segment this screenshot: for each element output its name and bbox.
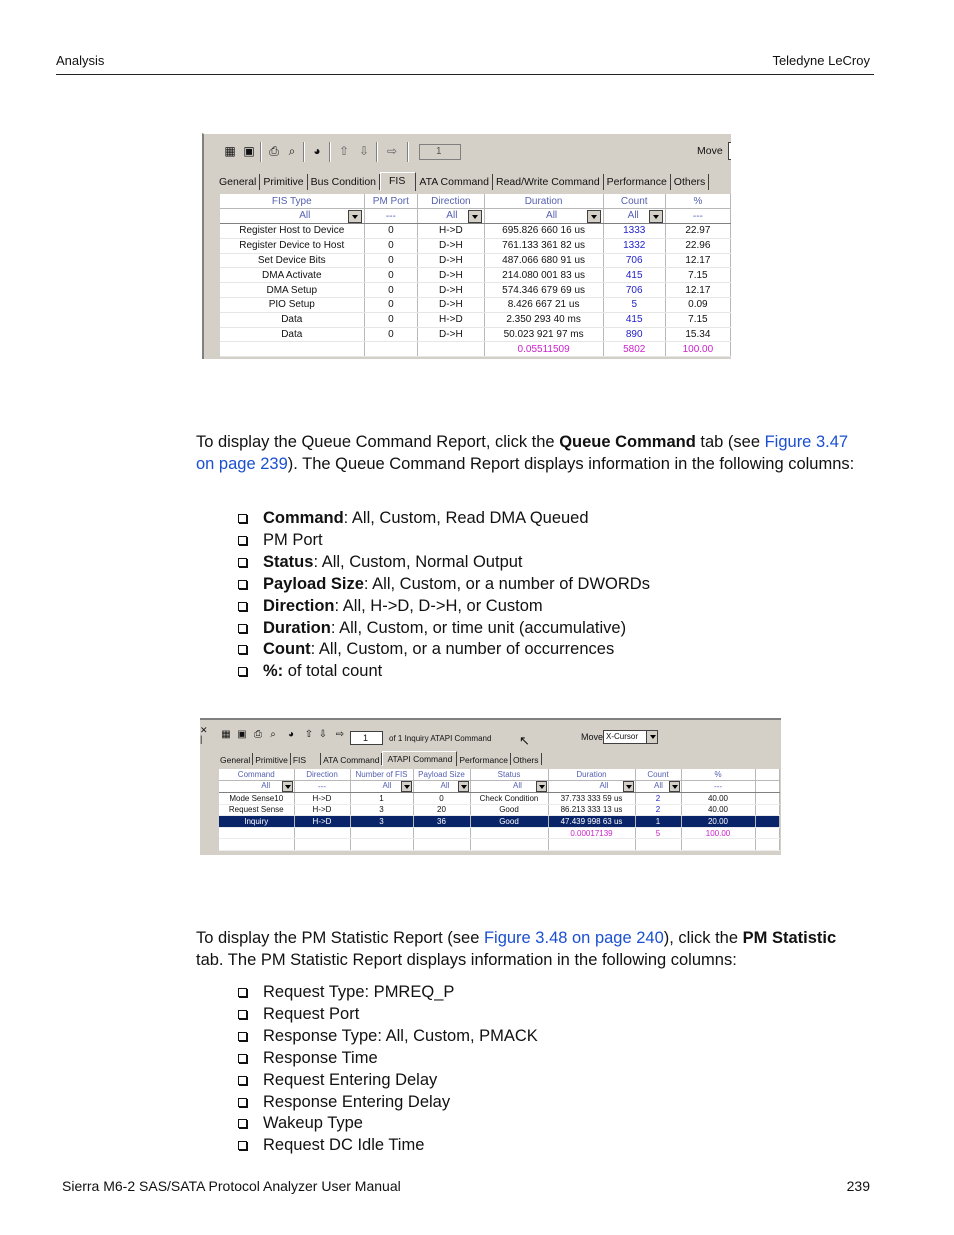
print-icon[interactable]: ⎙: [269, 144, 279, 158]
total-cell: [294, 827, 350, 839]
checkbox-bullet-icon: [238, 602, 247, 611]
text: : All, Custom, or a number of DWORDs: [363, 574, 650, 593]
total-cell: [470, 827, 548, 839]
table-row[interactable]: [220, 224, 731, 239]
pm-port-cell: 0: [364, 268, 418, 283]
dropdown-arrow-icon[interactable]: [587, 210, 601, 223]
pm-port-cell: 0: [364, 298, 418, 313]
arrow-down-icon[interactable]: ⇩: [358, 144, 370, 158]
dropdown-arrow-icon[interactable]: [646, 731, 657, 743]
pm-port-cell: 0: [364, 327, 418, 342]
mouse-pointer-icon: ↖: [519, 733, 530, 748]
page-number-field[interactable]: 1: [350, 731, 383, 745]
move-select-value: X-Cursor: [606, 732, 639, 741]
percent-cell: 20.00: [681, 816, 755, 828]
text: To display the Queue Command Report, click the: [196, 433, 560, 451]
bold-text: Status: [263, 552, 314, 571]
status-cell: Check Condition: [470, 793, 548, 805]
count-link[interactable]: 415: [603, 268, 665, 283]
pm-port-cell: 0: [364, 238, 418, 253]
percent-cell: 7.15: [665, 268, 730, 283]
filter-cell[interactable]: [219, 781, 294, 793]
fis-type-cell: DMA Setup: [220, 283, 364, 298]
duration-cell: 574.346 679 69 us: [484, 283, 603, 298]
dropdown-arrow-icon[interactable]: [468, 210, 482, 223]
text: : All, Custom, or a number of occurrences: [310, 640, 615, 659]
list-item: [238, 1113, 538, 1135]
tab-ata-command[interactable]: ATA Command: [416, 174, 493, 190]
command-cell: Inquiry: [219, 816, 294, 828]
checkbox-bullet-icon: [238, 536, 247, 545]
duration-cell: 86.213 333 13 us: [548, 804, 635, 816]
empty-cell: [755, 804, 779, 816]
direction-cell: D->H: [418, 283, 484, 298]
filter-row: [220, 209, 731, 224]
text: : All, Custom, Read DMA Queued: [343, 509, 589, 527]
fis-type-cell: Set Device Bits: [220, 253, 364, 268]
bold-text: %:: [263, 662, 284, 681]
total-cell: [418, 342, 484, 357]
column-header[interactable]: Status: [470, 769, 548, 781]
tab-bus-condition[interactable]: Bus Condition: [308, 174, 380, 190]
checkbox-bullet-icon: [238, 1119, 247, 1128]
save-icon[interactable]: ▣: [237, 729, 247, 740]
totals-row: [219, 827, 779, 839]
total-cell: [219, 827, 294, 839]
column-header[interactable]: Number of FIS: [350, 769, 413, 781]
checkbox-bullet-icon: [238, 1032, 247, 1041]
footer-page-number: 239: [846, 1178, 870, 1194]
move-label: Move: [581, 732, 604, 742]
text: To display the PM Statistic Report (see: [196, 929, 484, 947]
filter-cell[interactable]: [635, 781, 681, 793]
page-number-field[interactable]: 1: [419, 144, 461, 160]
filter-cell[interactable]: [418, 209, 484, 224]
percent-cell: 12.17: [665, 283, 730, 298]
count-link[interactable]: 415: [603, 312, 665, 327]
direction-cell: D->H: [418, 268, 484, 283]
table-row[interactable]: [220, 283, 731, 298]
arrow-up-icon[interactable]: ⇧: [338, 144, 350, 158]
tab-general[interactable]: General: [216, 174, 260, 190]
filter-cell: ---: [681, 781, 755, 793]
list-item: [238, 1026, 538, 1048]
print-preview-icon[interactable]: ⌕: [288, 144, 296, 158]
text: Response Entering Delay: [263, 1092, 451, 1111]
duration-cell: 214.080 001 83 us: [484, 268, 603, 283]
column-header[interactable]: Duration: [548, 769, 635, 781]
table-row-selected[interactable]: [219, 816, 779, 828]
duration-cell: 47.439 998 63 us: [548, 816, 635, 828]
text: Request DC Idle Time: [263, 1136, 425, 1155]
total-count: 5: [635, 827, 681, 839]
fis-count-cell: 3: [350, 816, 413, 828]
pm-port-cell: 0: [364, 224, 418, 239]
tab-general[interactable]: General: [218, 753, 253, 765]
arrow-right-icon[interactable]: ⇨: [335, 729, 345, 740]
checkbox-bullet-icon: [238, 1010, 247, 1019]
fis-type-cell: Register Device to Host: [220, 238, 364, 253]
total-duration: 0.00017139: [548, 827, 635, 839]
total-cell: [220, 342, 364, 357]
total-cell: [364, 342, 418, 357]
percent-cell: 40.00: [681, 804, 755, 816]
table-row[interactable]: [220, 253, 731, 268]
queue-command-report-screenshot: [200, 718, 781, 855]
duration-cell: 8.426 667 21 us: [484, 298, 603, 313]
table-row[interactable]: [220, 268, 731, 283]
table-header-row: [220, 194, 731, 209]
filter-cell[interactable]: [470, 781, 548, 793]
report-tabs: [216, 172, 709, 190]
text: : All, Custom, or time unit (accumulative): [330, 618, 627, 637]
total-percent: 100.00: [665, 342, 730, 357]
filter-value: All: [599, 781, 609, 791]
color-settings-icon[interactable]: ◕: [313, 144, 321, 158]
fis-count-cell: 3: [350, 804, 413, 816]
text: ), click the: [663, 929, 743, 947]
tab-read-write-command[interactable]: Read/Write Command: [493, 174, 604, 190]
total-count: 5802: [603, 342, 665, 357]
total-duration: 0.05511509: [484, 342, 603, 357]
list-item: [238, 574, 650, 596]
checkbox-bullet-icon: [238, 580, 247, 589]
filter-cell: ---: [294, 781, 350, 793]
dropdown-arrow-icon[interactable]: [458, 781, 469, 792]
filter-cell[interactable]: [548, 781, 635, 793]
arrow-up-icon[interactable]: ⇧: [304, 729, 314, 740]
dropdown-arrow-icon[interactable]: [348, 210, 362, 223]
count-link[interactable]: 706: [603, 253, 665, 268]
column-header[interactable]: Direction: [294, 769, 350, 781]
bold-text: Direction: [263, 596, 335, 615]
list-item: [238, 639, 650, 661]
command-cell: Mode Sense10: [219, 793, 294, 805]
column-header[interactable]: Count: [603, 194, 665, 209]
tab-others[interactable]: Others: [671, 174, 710, 190]
total-cell: [755, 827, 779, 839]
filter-cell: ---: [364, 209, 418, 224]
header-brand: Teledyne LeCroy: [772, 53, 870, 68]
empty-cell: [755, 793, 779, 805]
payload-cell: 36: [413, 816, 470, 828]
direction-cell: H->D: [294, 804, 350, 816]
pm-port-cell: 0: [364, 253, 418, 268]
checkbox-bullet-icon: [238, 988, 247, 997]
text: : All, Custom, Normal Output: [313, 552, 523, 571]
figure-link[interactable]: Figure 3.48 on page 240: [483, 929, 664, 947]
table-row[interactable]: [219, 804, 779, 816]
column-header[interactable]: Duration: [484, 194, 603, 209]
column-header[interactable]: PM Port: [364, 194, 418, 209]
count-link[interactable]: 2: [635, 793, 681, 805]
checkbox-bullet-icon: [238, 1076, 247, 1085]
list-item: [238, 552, 650, 574]
fis-type-cell: PIO Setup: [220, 298, 364, 313]
table-row[interactable]: [220, 312, 731, 327]
list-item: [238, 1048, 538, 1070]
atapi-report-table: [219, 769, 780, 851]
duration-cell: 50.023 921 97 ms: [484, 327, 603, 342]
fis-count-cell: 1: [350, 793, 413, 805]
figure-link[interactable]: Figure 3.47 on page 239: [196, 433, 849, 473]
filter-value: All: [546, 209, 558, 221]
queue-command-paragraph: [196, 431, 866, 475]
dropdown-arrow-icon[interactable]: [536, 781, 547, 792]
page-info-text: of 1 Inquiry ATAPI Command: [389, 734, 492, 743]
arrow-right-icon[interactable]: ⇨: [386, 144, 398, 158]
tab-primitive[interactable]: Primitive: [253, 753, 291, 765]
filter-value: All: [627, 209, 639, 221]
print-preview-icon[interactable]: ⌕: [270, 729, 276, 740]
text: Response Type: All, Custom, PMACK: [263, 1026, 538, 1045]
move-select[interactable]: [603, 730, 658, 744]
filter-cell: [755, 781, 779, 793]
checkbox-bullet-icon: [238, 624, 247, 633]
filter-row: [219, 781, 779, 793]
column-header[interactable]: Payload Size: [413, 769, 470, 781]
table-row[interactable]: [220, 298, 731, 313]
table-row[interactable]: [220, 238, 731, 253]
totals-row: [220, 342, 731, 357]
footer-manual-title: Sierra M6-2 SAS/SATA Protocol Analyzer User Manual: [62, 1178, 401, 1194]
checkbox-bullet-icon: [238, 1141, 247, 1150]
count-link[interactable]: 1: [635, 816, 681, 828]
text: Request Entering Delay: [263, 1070, 438, 1089]
checkbox-bullet-icon: [238, 645, 247, 654]
percent-cell: 15.34: [665, 327, 730, 342]
color-settings-icon[interactable]: ◕: [287, 729, 295, 740]
list-item: [238, 1092, 538, 1114]
count-link[interactable]: 706: [603, 283, 665, 298]
column-header: [755, 769, 779, 781]
list-item: [238, 1135, 538, 1157]
checkbox-bullet-icon: [238, 667, 247, 676]
text: Request Type: PMREQ_P: [263, 983, 455, 1001]
count-link[interactable]: 2: [635, 804, 681, 816]
tab-fis[interactable]: FIS: [291, 753, 321, 765]
payload-cell: 20: [413, 804, 470, 816]
percent-cell: 22.97: [665, 224, 730, 239]
tab-performance[interactable]: Performance: [457, 753, 511, 765]
table-row[interactable]: [219, 793, 779, 805]
direction-cell: H->D: [418, 312, 484, 327]
queue-command-columns-list: [238, 508, 650, 683]
bold-text: Payload Size: [263, 574, 364, 593]
bold-text: Count: [263, 640, 311, 659]
status-cell: Good: [470, 816, 548, 828]
duration-cell: 2.350 293 40 ms: [484, 312, 603, 327]
column-header[interactable]: %: [681, 769, 755, 781]
checkbox-bullet-icon: [238, 1054, 247, 1063]
percent-cell: 12.17: [665, 253, 730, 268]
count-link[interactable]: 890: [603, 327, 665, 342]
filter-value: All: [513, 781, 522, 791]
text: Response Time: [263, 1048, 378, 1067]
direction-cell: H->D: [294, 793, 350, 805]
percent-cell: 0.09: [665, 298, 730, 313]
text: tab. The PM Statistic Report displays information in the following columns:: [196, 951, 737, 969]
tab-performance[interactable]: Performance: [604, 174, 671, 190]
tab-atapi-command[interactable]: ATAPI Command: [382, 751, 457, 766]
fis-report-screenshot: [202, 133, 731, 359]
toolbar-separator: [329, 142, 331, 162]
fis-type-cell: DMA Activate: [220, 268, 364, 283]
filter-value: All: [382, 781, 392, 791]
table-row[interactable]: [220, 327, 731, 342]
total-cell: [350, 827, 413, 839]
list-item: [238, 982, 538, 1004]
bold-text: Duration: [263, 618, 331, 637]
table-header-row: [219, 769, 779, 781]
bold-text: PM Statistic: [742, 929, 837, 947]
checkbox-bullet-icon: [238, 1098, 247, 1107]
duration-cell: 487.066 680 91 us: [484, 253, 603, 268]
export-icon[interactable]: ▦: [221, 729, 231, 740]
toolbar-separator: [376, 142, 378, 162]
report-tabs: [218, 751, 542, 765]
tab-ata-command[interactable]: ATA Command: [321, 753, 382, 765]
direction-cell: D->H: [418, 253, 484, 268]
filter-cell[interactable]: [413, 781, 470, 793]
column-header[interactable]: Direction: [418, 194, 484, 209]
text: Wakeup Type: [263, 1114, 363, 1133]
list-item: [238, 508, 650, 530]
filter-value: All: [654, 781, 663, 791]
filter-cell[interactable]: [350, 781, 413, 793]
save-icon[interactable]: ▣: [243, 144, 255, 158]
fis-type-cell: Register Host to Device: [220, 224, 364, 239]
list-item: [238, 1004, 538, 1026]
duration-cell: 761.133 361 82 us: [484, 238, 603, 253]
dropdown-arrow-icon[interactable]: [649, 210, 663, 223]
header-rule: [56, 74, 874, 75]
list-item: [238, 661, 650, 683]
column-header[interactable]: Count: [635, 769, 681, 781]
checkbox-bullet-icon: [238, 558, 247, 567]
toolbar-separator: [260, 142, 262, 162]
move-select[interactable]: [728, 142, 731, 160]
checkbox-bullet-icon: [238, 514, 247, 523]
command-cell: Request Sense: [219, 804, 294, 816]
total-cell: [413, 827, 470, 839]
tab-fis[interactable]: FIS: [380, 172, 416, 191]
duration-cell: 37.733 333 59 us: [548, 793, 635, 805]
fis-type-cell: Data: [220, 327, 364, 342]
arrow-down-icon[interactable]: ⇩: [318, 729, 328, 740]
header-section-title: Analysis: [56, 53, 105, 68]
text: of total count: [283, 662, 383, 681]
direction-cell: H->D: [294, 816, 350, 828]
payload-cell: 0: [413, 793, 470, 805]
pm-port-cell: 0: [364, 312, 418, 327]
pm-statistic-columns-list: [238, 982, 538, 1157]
text: ). The Queue Command Report displays information in the following columns:: [287, 455, 855, 473]
filter-cell[interactable]: [603, 209, 665, 224]
count-link[interactable]: 1332: [603, 238, 665, 253]
direction-cell: D->H: [418, 298, 484, 313]
status-cell: Good: [470, 804, 548, 816]
direction-cell: H->D: [418, 224, 484, 239]
filter-cell: ---: [665, 209, 730, 224]
text: PM Port: [263, 530, 323, 549]
total-percent: 100.00: [681, 827, 755, 839]
list-item: [238, 1070, 538, 1092]
list-item: [238, 596, 650, 618]
toolbar-separator: [407, 142, 409, 162]
list-item: [238, 530, 650, 552]
filter-value: All: [299, 209, 311, 221]
column-header[interactable]: %: [665, 194, 730, 209]
percent-cell: 7.15: [665, 312, 730, 327]
empty-row: [219, 839, 779, 851]
bold-text: Queue Command: [559, 433, 696, 451]
pm-port-cell: 0: [364, 283, 418, 298]
filter-value: All: [440, 781, 450, 791]
filter-value: All: [261, 781, 271, 791]
export-icon[interactable]: ▦: [224, 144, 236, 158]
filter-value: All: [446, 209, 458, 221]
column-header[interactable]: FIS Type: [220, 194, 364, 209]
direction-cell: D->H: [418, 327, 484, 342]
percent-cell: 22.96: [665, 238, 730, 253]
filter-cell[interactable]: [220, 209, 364, 224]
pm-statistic-paragraph: [196, 927, 866, 971]
close-icon[interactable]: ✕ |: [200, 725, 208, 744]
bold-text: Command: [263, 509, 344, 527]
list-item: [238, 618, 650, 640]
dropdown-arrow-icon[interactable]: [623, 781, 634, 792]
filter-cell[interactable]: [484, 209, 603, 224]
text: : All, H->D, D->H, or Custom: [334, 596, 543, 615]
fis-type-cell: Data: [220, 312, 364, 327]
direction-cell: D->H: [418, 238, 484, 253]
duration-cell: 695.826 660 16 us: [484, 224, 603, 239]
percent-cell: 40.00: [681, 793, 755, 805]
move-label: Move: [697, 145, 723, 157]
text: tab (see: [695, 433, 765, 451]
count-link[interactable]: 1333: [603, 224, 665, 239]
count-link[interactable]: 5: [603, 298, 665, 313]
fis-report-table: [220, 194, 731, 357]
text: Request Port: [263, 1004, 360, 1023]
empty-cell: [755, 816, 779, 828]
dropdown-arrow-icon[interactable]: [282, 781, 293, 792]
tab-others[interactable]: Others: [511, 753, 542, 765]
dropdown-arrow-icon[interactable]: [401, 781, 412, 792]
tab-primitive[interactable]: Primitive: [260, 174, 307, 190]
dropdown-arrow-icon[interactable]: [669, 781, 680, 792]
print-icon[interactable]: ⎙: [254, 729, 262, 740]
column-header[interactable]: Command: [219, 769, 294, 781]
toolbar-separator: [303, 142, 305, 162]
